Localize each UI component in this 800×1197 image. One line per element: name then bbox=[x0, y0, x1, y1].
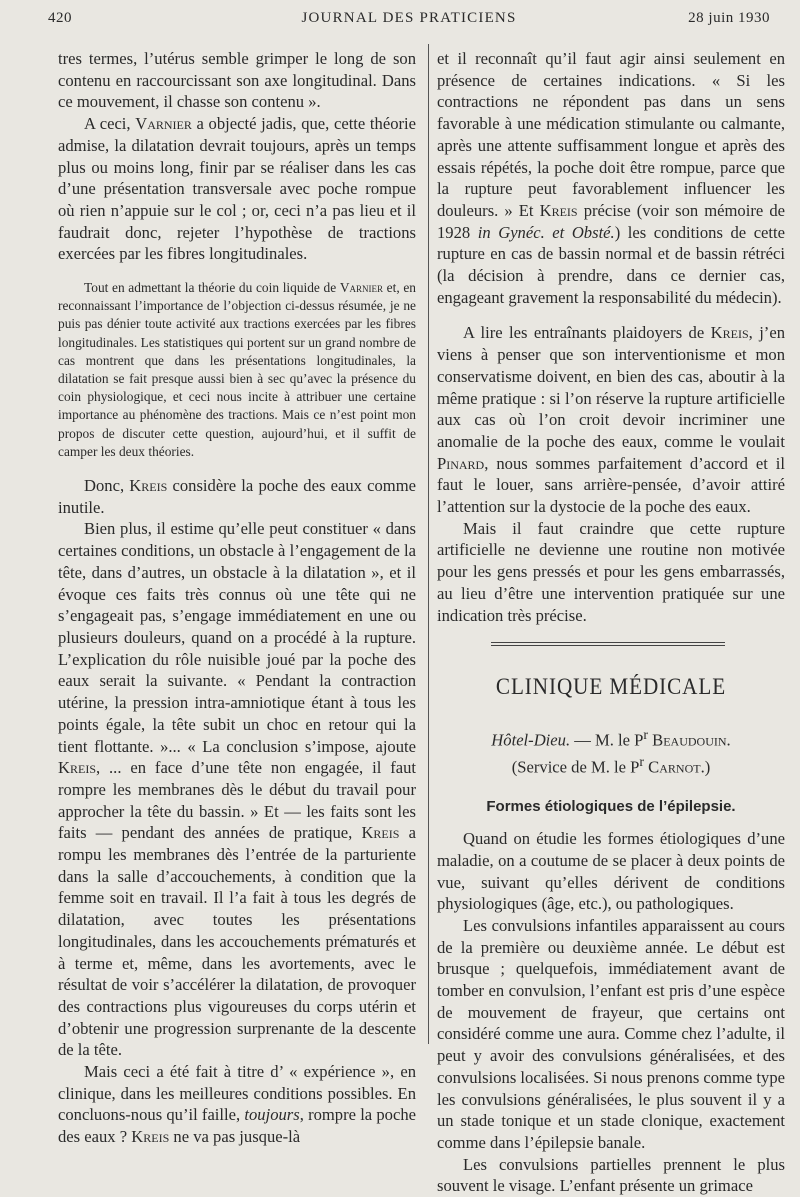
paragraph: Mais il faut craindre que cette rupture artificielle ne devienne une routine non motivée pour les gens pressés et pour les gens embarrassés, au lieu d’être une intervention pratiquée sur une indication très précise. bbox=[437, 518, 785, 625]
paragraph: tres termes, l’utérus semble grimper le long de son contenu en raccourcissant son axe longitudinal. Dans ce mouvement, il chasse son contenu ». bbox=[58, 49, 416, 112]
section-title: CLINIQUE MÉDICALE bbox=[495, 674, 727, 700]
right-column bbox=[437, 48, 785, 1197]
paragraph: Bien plus, il estime qu’elle peut constituer « dans certaines conditions, un obstacle à l’engagement de la tête, dans d’autres, un obstacle à la dilatation », et il évoque ces faits très connus où une tête qui ne s’engageait pas, s’engage immédiatement en une ou plusieurs douleurs, quand on a procédé à la rupture. L’explication du rôle nuisible joué par la poche des eaux serait la suivante. « Pendant la contraction utérine, la pression intra-amniotique étant à tous les points égale, la tête subit un choc en retour qui la tient flottante. »... « La conclusion s’impose, ajoute Kreis, ... en face d’une tête non engagée, il faut rompre les membranes dès le début du travail pour approcher la tête du bassin. » Et — les faits sont les faits — pendant des années de pratique, Kreis a rompu les membranes dès l’entrée de la parturiente dans la salle d’accouchements, à condition que la femme soit en travail. Il l’a fait à tous les degrés de dilatation, avec toutes les présentations longitudinales, dans les accouchements prématurés et à terme et, même, dans les avortements, avec le résultat de voir s’accélérer la dilatation, de provoquer des contractions plus vigoureuses du corps utérin et d’obtenir une progression surprenante de la descente de la tête. bbox=[58, 519, 416, 1060]
page-number: 420 bbox=[48, 10, 72, 26]
paragraph: Les convulsions partielles prennent le plus souvent le visage. L’enfant présente un grimace bbox=[437, 1154, 785, 1196]
note-paragraph: Tout en admettant la théorie du coin liquide de Varnier et, en reconnaissant l’importance de l’objection ci-dessus résumée, je ne puis pas dénier toute activité aux tractions exercées par les fibres longitudinales. Les statistiques qui portent sur un grand nombre de cas montrent que dans les présentations longitudinales, la dilatation se fait presque aussi bien à sec qu’avec la présence du coin physiologique, et ceci nous incite à attribuer une certaine importance au phénomène des tractions. Mais ce n’est point mon propos de discuter cette question, aujourd’hui, et il suffit de camper les deux théories. bbox=[58, 280, 416, 459]
author-name: Varnier bbox=[339, 280, 384, 296]
article-subtitle: Formes étiologiques de l’épilepsie. bbox=[486, 798, 736, 816]
hospital-line: Hôtel-Dieu. — M. le $P^r$ Beaudouin. bbox=[491, 726, 731, 750]
paragraph: et il reconnaît qu’il faut agir ainsi seulement en présence de certaines indications. « Si les contractions ne répondent pas dans un sens favorable à une médication stimulante ou calmante, après une attente suffisamment longue et après des essais répétés, la poche doit être rompue, parce que la rupture peut favorablement influencer les douleurs. » Et Kreis précise (voir son mémoire de 1928 in Gynéc. et Obsté.) les conditions de cette rupture en cas de bassin normal et de bassin rétréci (la décision à prendre, dans ce dernier cas, engageant gravement la responsabilité du médecin). bbox=[437, 49, 786, 307]
paragraph: A lire les entraînants plaidoyers de Kreis, j’en viens à penser que son interventionisme et mon conservatisme doivent, en bien des cas, aboutir à la même pratique : si l’on réserve la rupture artificielle aux cas où l’on croit devoir incriminer une anomalie de la poche des eaux, comme le voulait Pinard, nous sommes parfaitement d’accord et il faut le louer, sans arrière-pensée, d’avoir attiré l’attention sur la dystocie de la poche des eaux. bbox=[437, 323, 785, 517]
author-name: Kreis bbox=[539, 200, 578, 220]
author-name: Varnier bbox=[135, 114, 192, 134]
column-divider bbox=[428, 44, 429, 1044]
left-column bbox=[58, 48, 416, 1148]
journal-title: JOURNAL DES PRATICIENS bbox=[301, 10, 517, 26]
service-line: (Service de M. le $P^r$ Carnot.) bbox=[511, 754, 711, 777]
page-header bbox=[48, 10, 770, 32]
paragraph: A ceci, Varnier a objecté jadis, que, cette théorie admise, la dilatation devrait toujours, après un temps plus ou moins long, finir par se réaliser dans les cas d’une présentation transversale avec poche rompue où rien n’appuie sur le col ; or, ceci n’a pas lieu et il faudrait donc, rejeter l’hypothèse de tractions exercées par les fibres longitudinales. bbox=[58, 114, 416, 264]
paragraph: Quand on étudie les formes étiologiques d’une maladie, on a coutume de se placer à deux points de vue, suivant qu’elles dérivent de conditions physiologiques (âge, etc.), ou pathologiques. bbox=[437, 829, 785, 914]
author-name: Kreis bbox=[361, 823, 400, 843]
paragraph: Donc, Kreis considère la poche des eaux comme inutile. bbox=[58, 476, 416, 517]
author-name: Kreis bbox=[710, 323, 749, 343]
author-name: Kreis bbox=[131, 1127, 170, 1147]
paragraph: Les convulsions infantiles apparaissent au cours de la première ou deuxième année. Le début est brusque ; quelquefois, immédiatement avant de tomber en convulsion, l’enfant est pris d’une espèce de mouvement de frayeur, que certains ont considéré comme une aura. Comme chez l’adulte, il peut y avoir des convulsions généralisées, et des convulsions localisées. Si nous prenons comme type les convulsions généralisées, le plus souvent il y a un stade tonique et un stade clonique, exactement comme dans l’épilepsie banale. bbox=[437, 915, 785, 1152]
issue-date: 28 juin 1930 bbox=[688, 10, 770, 26]
section-rule bbox=[491, 642, 725, 646]
author-name: Kreis bbox=[129, 476, 168, 496]
paragraph: Mais ceci a été fait à titre d’ « expérience », en clinique, dans les meilleures conditions possibles. En concluons-nous qu’il faille, toujours, rompre la poche des eaux ? Kreis ne va pas jusque-là bbox=[58, 1062, 416, 1147]
author-name: Kreis bbox=[58, 758, 96, 778]
author-name: Pinard bbox=[437, 453, 485, 473]
